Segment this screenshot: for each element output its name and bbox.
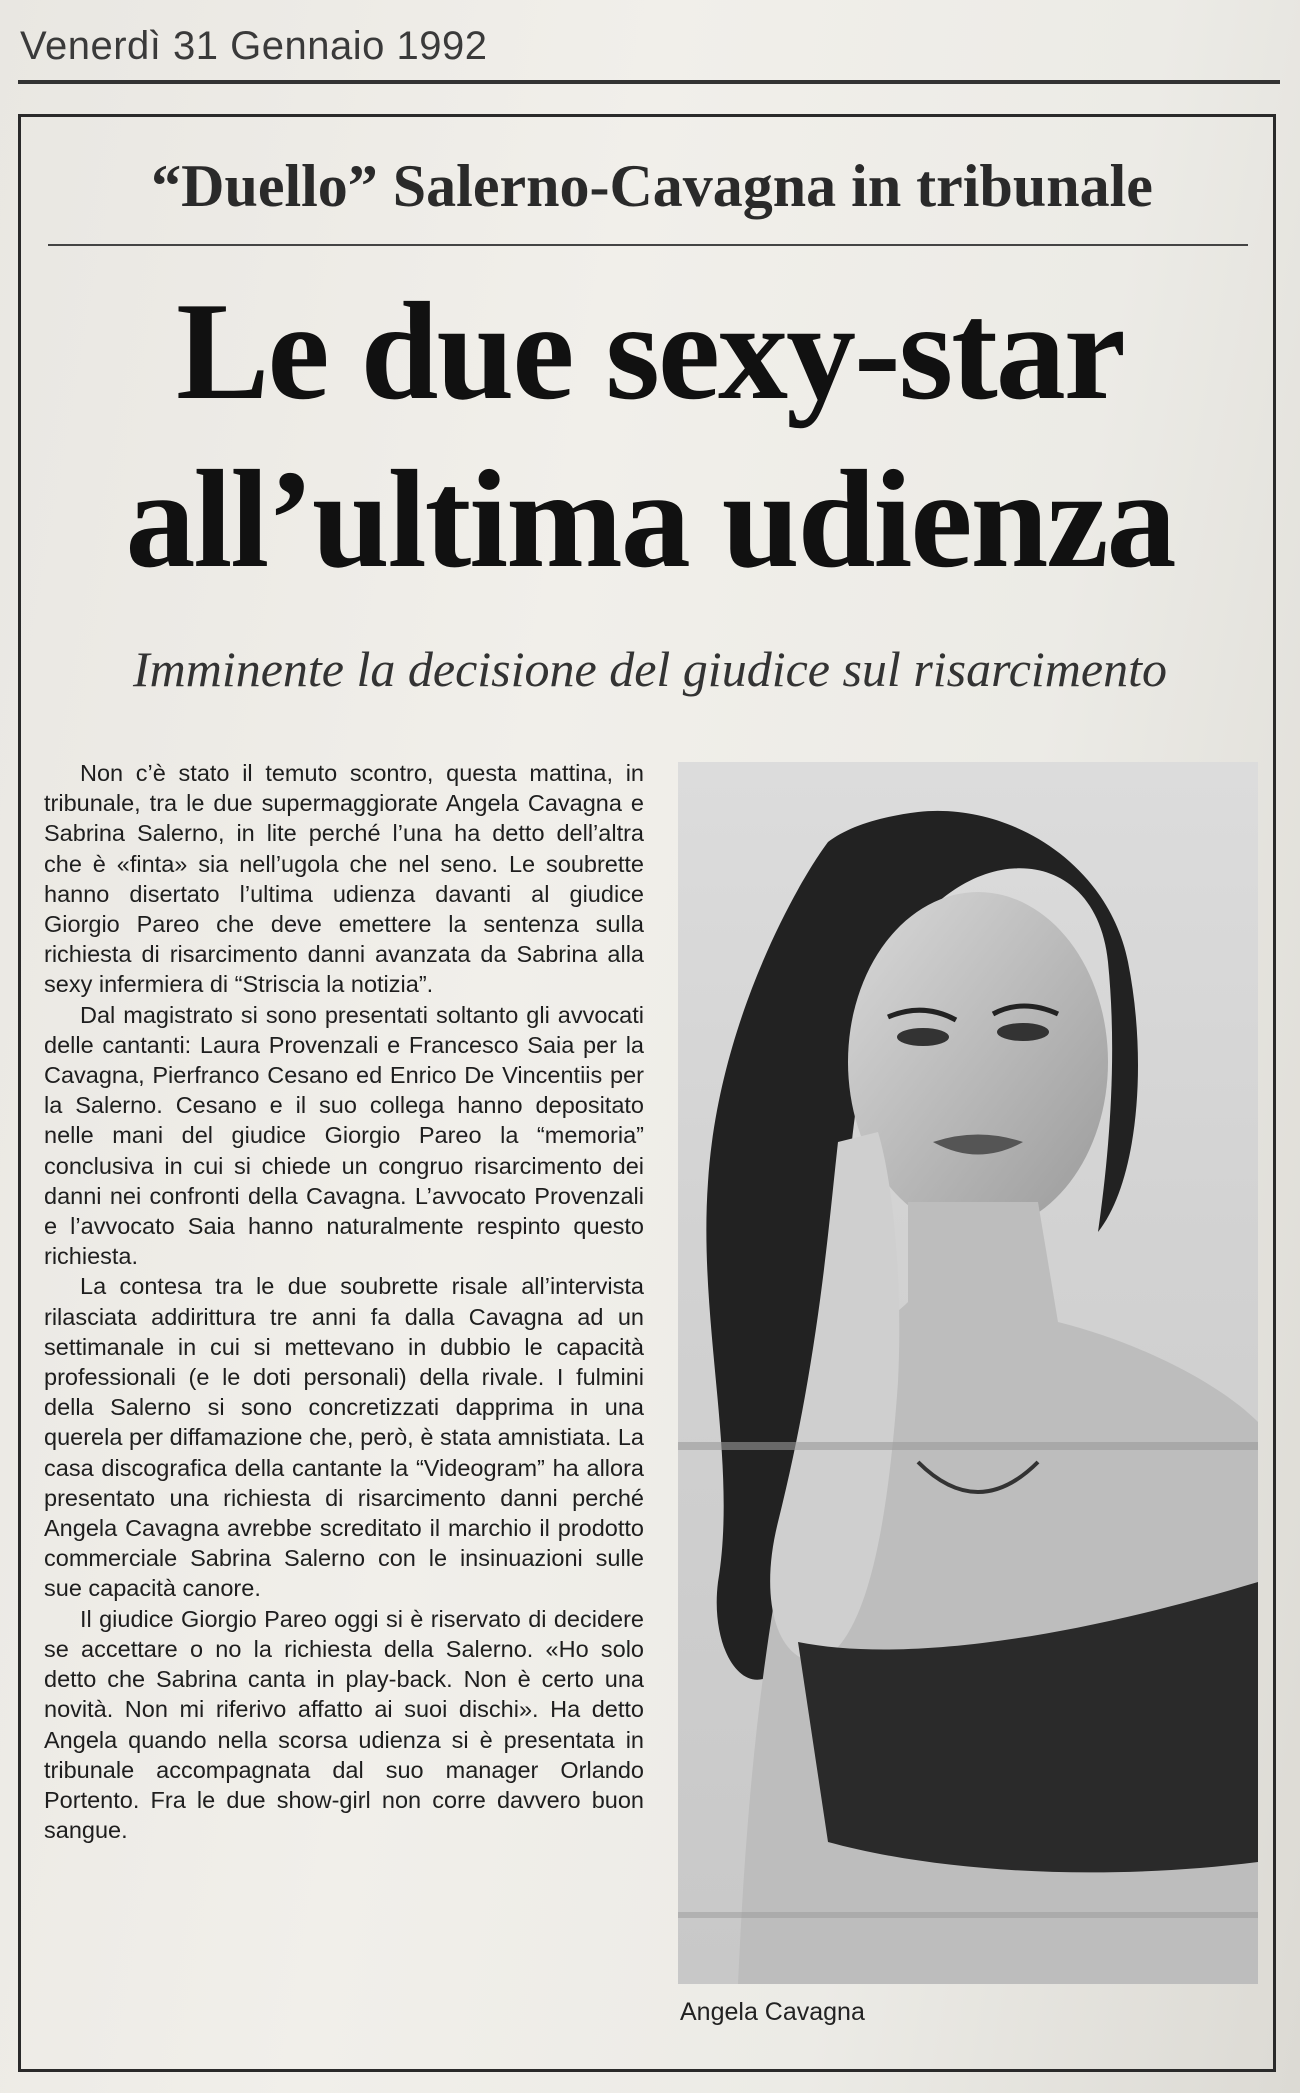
kicker-rule <box>48 244 1248 246</box>
dateline-rule <box>18 80 1280 84</box>
body-paragraph: Non c’è stato il temuto scontro, questa mattina, in tribunale, tra le due supermaggiorate Angela Cavagna e Sabrina Salerno, in lite perché l’una ha detto dell’altra che è «finta» sia nell’ugola che nel seno. Le soubrette hanno disertato l’ultima udienza davanti al giudice Giorgio Pareo che deve emettere la sentenza sulla richiesta di risarcimento danni avanzata da Sabrina alla sexy infermiera di “Striscia la notizia”. <box>44 760 644 998</box>
deck: Imminente la decisione del giudice sul risarcimento <box>132 641 1168 697</box>
portrait-illustration <box>678 762 1258 1984</box>
headline-line-2: all’ultima udienza <box>125 442 1175 597</box>
photo-caption: Angela Cavagna <box>680 1998 865 2026</box>
body-paragraph: La contesa tra le due soubrette risale all’intervista rilasciata addirittura tre anni fa dalla Cavagna ad un settimanale in cui si mettevano in dubbio le capacità professionali (e le doti personali) della rivale. I fulmini della Salerno si sono concretizzati dapprima in una querela per diffamazione che, però, è stata amnistiata. La casa discografica della cantante la “Videogram” ha allora presentato una richiesta di risarcimento danni perché Angela Cavagna avrebbe screditato il marchio il prodotto commerciale Sabrina Salerno con le insinuazioni sulle sue capacità canore. <box>44 1273 644 1602</box>
body-paragraph: Il giudice Giorgio Pareo oggi si è riservato di decidere se accettare o no la richiesta della Salerno. «Ho solo detto che Sabrina canta in play-back. Non è certo una novità. Non mi riferivo affatto ai suoi dischi». Ha detto Angela quando nella scorsa udienza si è presentata in tribunale accompagnata dal suo manager Orlando Portento. Fra le due show-girl non corre davvero buon sangue. <box>44 1605 644 1844</box>
article-body <box>44 758 644 1845</box>
portrait-photo-icon <box>678 762 1258 1984</box>
kicker: “Duello” Salerno-Cavagna in tribunale <box>151 153 1153 219</box>
headline <box>40 268 1260 604</box>
dateline: Venerdì 31 Gennaio 1992 <box>20 24 488 68</box>
headline-line-1: Le due sexy-star <box>176 274 1124 429</box>
body-paragraph: Dal magistrato si sono presentati soltanto gli avvocati delle cantanti: Laura Provenzali e Francesco Saia per la Cavagna, Pierfranco Cesano ed Enrico De Vincentiis per la Salerno. Cesano e il suo collega hanno depositato nelle mani del giudice Giorgio Pareo la “memoria” conclusiva in cui si chiede un congruo risarcimento dei danni nei confronti della Cavagna. L’avvocato Provenzali e l’avvocato Saia hanno naturalmente respinto questo richiesta. <box>44 1001 644 1270</box>
